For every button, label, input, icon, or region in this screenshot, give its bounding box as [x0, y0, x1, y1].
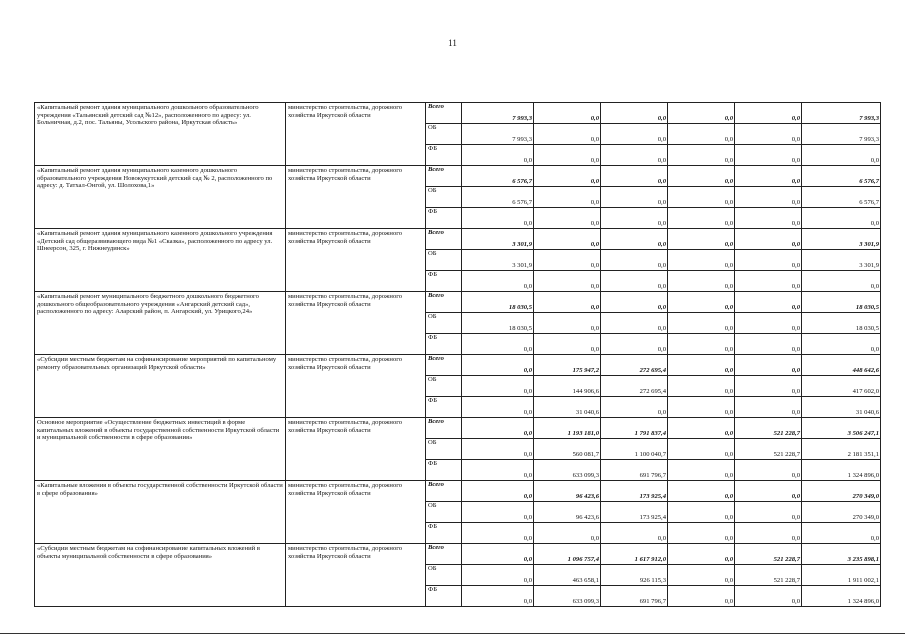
- total-amount-cell: 31 040,6: [802, 397, 881, 418]
- amount-cell: 0,0: [534, 334, 601, 355]
- executor-cell: министерство строительства, дорожного хозяйства Иркутской области: [286, 481, 426, 544]
- activity-name-cell: Основное мероприятие «Осуществление бюджетных инвестиций в форме капитальных вложений в объекты государственной собственности Иркутской области и муниципальной собственности в сфере образования»: [35, 418, 286, 481]
- amount-cell: 6 576,7: [462, 166, 534, 187]
- table-row-total: [35, 418, 881, 439]
- page-number: 11: [448, 38, 457, 48]
- amount-cell: 0,0: [668, 166, 735, 187]
- amount-cell: 521 228,7: [735, 544, 802, 565]
- amount-cell: 0,0: [735, 355, 802, 376]
- executor-cell: министерство строительства, дорожного хозяйства Иркутской области: [286, 292, 426, 355]
- total-amount-cell: 417 602,0: [802, 376, 881, 397]
- amount-cell: 0,0: [462, 334, 534, 355]
- amount-cell: 0,0: [601, 103, 668, 124]
- funding-source-cell: ОБ: [426, 502, 462, 523]
- amount-cell: 0,0: [534, 292, 601, 313]
- amount-cell: 18 030,5: [462, 313, 534, 334]
- amount-cell: 7 993,3: [462, 103, 534, 124]
- amount-cell: 0,0: [735, 103, 802, 124]
- amount-cell: 0,0: [668, 523, 735, 544]
- executor-cell: министерство строительства, дорожного хозяйства Иркутской области: [286, 166, 426, 229]
- amount-cell: 0,0: [668, 544, 735, 565]
- amount-cell: 0,0: [735, 145, 802, 166]
- funding-source-cell: Всего: [426, 544, 462, 565]
- amount-cell: 1 100 040,7: [601, 439, 668, 460]
- amount-cell: 0,0: [735, 523, 802, 544]
- total-amount-cell: 270 349,0: [802, 481, 881, 502]
- amount-cell: 0,0: [601, 166, 668, 187]
- amount-cell: 173 925,4: [601, 502, 668, 523]
- amount-cell: 0,0: [735, 334, 802, 355]
- amount-cell: 0,0: [534, 250, 601, 271]
- total-amount-cell: 6 576,7: [802, 166, 881, 187]
- amount-cell: 6 576,7: [462, 187, 534, 208]
- amount-cell: 0,0: [668, 145, 735, 166]
- amount-cell: 0,0: [735, 397, 802, 418]
- amount-cell: 3 301,9: [462, 250, 534, 271]
- amount-cell: 0,0: [462, 565, 534, 586]
- total-amount-cell: 7 993,3: [802, 103, 881, 124]
- amount-cell: 0,0: [601, 250, 668, 271]
- table-row-total: [35, 481, 881, 502]
- amount-cell: 0,0: [534, 208, 601, 229]
- amount-cell: 173 925,4: [601, 481, 668, 502]
- amount-cell: 0,0: [735, 376, 802, 397]
- table-row-total: [35, 166, 881, 187]
- program-funding-table: [34, 102, 881, 607]
- amount-cell: 0,0: [534, 124, 601, 145]
- amount-cell: 0,0: [534, 271, 601, 292]
- amount-cell: 0,0: [462, 355, 534, 376]
- amount-cell: 18 030,5: [462, 292, 534, 313]
- funding-source-cell: Всего: [426, 229, 462, 250]
- amount-cell: 0,0: [601, 271, 668, 292]
- total-amount-cell: 0,0: [802, 523, 881, 544]
- total-amount-cell: 6 576,7: [802, 187, 881, 208]
- table-row-total: [35, 544, 881, 565]
- amount-cell: 0,0: [534, 229, 601, 250]
- funding-source-cell: ФБ: [426, 271, 462, 292]
- amount-cell: 0,0: [735, 124, 802, 145]
- amount-cell: 0,0: [668, 292, 735, 313]
- amount-cell: 144 906,6: [534, 376, 601, 397]
- amount-cell: 0,0: [668, 481, 735, 502]
- funding-source-cell: Всего: [426, 166, 462, 187]
- funding-source-cell: ОБ: [426, 439, 462, 460]
- funding-source-cell: ФБ: [426, 397, 462, 418]
- amount-cell: 0,0: [601, 523, 668, 544]
- amount-cell: 0,0: [735, 187, 802, 208]
- funding-source-cell: Всего: [426, 418, 462, 439]
- amount-cell: 0,0: [462, 502, 534, 523]
- table-row-total: [35, 229, 881, 250]
- executor-cell: министерство строительства, дорожного хозяйства Иркутской области: [286, 544, 426, 607]
- amount-cell: 0,0: [534, 103, 601, 124]
- bottom-rule: [0, 633, 905, 634]
- executor-cell: министерство строительства, дорожного хозяйства Иркутской области: [286, 103, 426, 166]
- amount-cell: 0,0: [462, 523, 534, 544]
- amount-cell: 7 993,3: [462, 124, 534, 145]
- amount-cell: 0,0: [735, 250, 802, 271]
- amount-cell: 691 796,7: [601, 586, 668, 607]
- amount-cell: 272 695,4: [601, 355, 668, 376]
- amount-cell: 0,0: [668, 124, 735, 145]
- total-amount-cell: 0,0: [802, 334, 881, 355]
- activity-name-cell: «Капитальный ремонт здания муниципального казенного дошкольного образовательного учреждения Новокукутский детский сад № 2, расположенного по адресу: д. Татхал-Онгой, ул. Шолохова,1»: [35, 166, 286, 229]
- amount-cell: 96 423,6: [534, 481, 601, 502]
- funding-source-cell: ФБ: [426, 586, 462, 607]
- amount-cell: 0,0: [601, 313, 668, 334]
- amount-cell: 0,0: [735, 271, 802, 292]
- amount-cell: 0,0: [601, 124, 668, 145]
- amount-cell: 0,0: [601, 187, 668, 208]
- table-body: [35, 103, 881, 607]
- funding-source-cell: Всего: [426, 481, 462, 502]
- amount-cell: 0,0: [601, 292, 668, 313]
- amount-cell: 1 096 757,4: [534, 544, 601, 565]
- amount-cell: 0,0: [668, 418, 735, 439]
- activity-name-cell: «Капитальный ремонт здания муниципального дошкольного образовательного учреждения «Тальянский детский сад №12», расположенного по адресу: ул. Больничная, д.2, пос. Тальяны, Усольского района, Иркутская область»: [35, 103, 286, 166]
- total-amount-cell: 448 642,6: [802, 355, 881, 376]
- total-amount-cell: 2 181 351,1: [802, 439, 881, 460]
- table-row-total: [35, 103, 881, 124]
- amount-cell: 0,0: [601, 397, 668, 418]
- total-amount-cell: 0,0: [802, 271, 881, 292]
- amount-cell: 0,0: [668, 439, 735, 460]
- amount-cell: 3 301,9: [462, 229, 534, 250]
- total-amount-cell: 18 030,5: [802, 313, 881, 334]
- funding-source-cell: ОБ: [426, 250, 462, 271]
- total-amount-cell: 1 911 002,1: [802, 565, 881, 586]
- executor-cell: министерство строительства, дорожного хозяйства Иркутской области: [286, 355, 426, 418]
- amount-cell: 0,0: [668, 208, 735, 229]
- activity-name-cell: «Капитальные вложения в объекты государственной собственности Иркутской области в сфере образования»: [35, 481, 286, 544]
- amount-cell: 0,0: [668, 313, 735, 334]
- total-amount-cell: 0,0: [802, 208, 881, 229]
- amount-cell: 0,0: [462, 208, 534, 229]
- amount-cell: 31 040,6: [534, 397, 601, 418]
- amount-cell: 0,0: [668, 187, 735, 208]
- amount-cell: 0,0: [668, 250, 735, 271]
- funding-source-cell: ФБ: [426, 334, 462, 355]
- amount-cell: 521 228,7: [735, 418, 802, 439]
- amount-cell: 0,0: [462, 544, 534, 565]
- amount-cell: 0,0: [735, 166, 802, 187]
- amount-cell: 0,0: [462, 418, 534, 439]
- amount-cell: 521 228,7: [735, 439, 802, 460]
- funding-source-cell: ОБ: [426, 124, 462, 145]
- amount-cell: 463 658,1: [534, 565, 601, 586]
- total-amount-cell: 270 349,0: [802, 502, 881, 523]
- amount-cell: 0,0: [668, 229, 735, 250]
- amount-cell: 0,0: [534, 166, 601, 187]
- amount-cell: 1 617 912,0: [601, 544, 668, 565]
- total-amount-cell: 7 993,3: [802, 124, 881, 145]
- amount-cell: 1 791 837,4: [601, 418, 668, 439]
- amount-cell: 0,0: [735, 502, 802, 523]
- total-amount-cell: 3 301,9: [802, 229, 881, 250]
- funding-source-cell: ОБ: [426, 187, 462, 208]
- amount-cell: 0,0: [668, 376, 735, 397]
- funding-source-cell: ОБ: [426, 376, 462, 397]
- funding-source-cell: ФБ: [426, 460, 462, 481]
- amount-cell: 691 796,7: [601, 460, 668, 481]
- amount-cell: 0,0: [462, 460, 534, 481]
- executor-cell: министерство строительства, дорожного хозяйства Иркутской области: [286, 229, 426, 292]
- amount-cell: 175 947,2: [534, 355, 601, 376]
- amount-cell: 560 081,7: [534, 439, 601, 460]
- amount-cell: 0,0: [668, 103, 735, 124]
- amount-cell: 0,0: [462, 376, 534, 397]
- amount-cell: 0,0: [534, 313, 601, 334]
- activity-name-cell: «Капитальный ремонт муниципального бюджетного дошкольного бюджетного дошкольного общеобразовательного учреждения «Ангарский детский сад», расположенного по адресу: Аларский район, п. Ангарский, ул. Урицкого,24»: [35, 292, 286, 355]
- amount-cell: 0,0: [735, 313, 802, 334]
- amount-cell: 96 423,6: [534, 502, 601, 523]
- amount-cell: 0,0: [668, 460, 735, 481]
- total-amount-cell: 3 506 247,1: [802, 418, 881, 439]
- amount-cell: 0,0: [601, 145, 668, 166]
- funding-source-cell: ФБ: [426, 145, 462, 166]
- total-amount-cell: 1 324 896,0: [802, 460, 881, 481]
- amount-cell: 0,0: [668, 502, 735, 523]
- funding-source-cell: Всего: [426, 355, 462, 376]
- amount-cell: 521 228,7: [735, 565, 802, 586]
- amount-cell: 0,0: [534, 523, 601, 544]
- amount-cell: 0,0: [534, 145, 601, 166]
- amount-cell: 0,0: [735, 229, 802, 250]
- amount-cell: 633 099,3: [534, 460, 601, 481]
- total-amount-cell: 0,0: [802, 145, 881, 166]
- amount-cell: 0,0: [534, 187, 601, 208]
- amount-cell: 0,0: [735, 208, 802, 229]
- amount-cell: 0,0: [601, 208, 668, 229]
- amount-cell: 0,0: [735, 460, 802, 481]
- amount-cell: 0,0: [735, 292, 802, 313]
- amount-cell: 0,0: [668, 397, 735, 418]
- total-amount-cell: 18 030,5: [802, 292, 881, 313]
- amount-cell: 0,0: [601, 334, 668, 355]
- funding-source-cell: ФБ: [426, 208, 462, 229]
- total-amount-cell: 1 324 896,0: [802, 586, 881, 607]
- funding-source-cell: ФБ: [426, 523, 462, 544]
- amount-cell: 0,0: [462, 397, 534, 418]
- amount-cell: 0,0: [668, 586, 735, 607]
- funding-source-cell: ОБ: [426, 565, 462, 586]
- executor-cell: министерство строительства, дорожного хозяйства Иркутской области: [286, 418, 426, 481]
- amount-cell: 926 115,3: [601, 565, 668, 586]
- amount-cell: 272 695,4: [601, 376, 668, 397]
- amount-cell: 0,0: [462, 481, 534, 502]
- amount-cell: 0,0: [668, 271, 735, 292]
- funding-source-cell: Всего: [426, 103, 462, 124]
- funding-source-cell: Всего: [426, 292, 462, 313]
- amount-cell: 0,0: [462, 271, 534, 292]
- funding-source-cell: ОБ: [426, 313, 462, 334]
- amount-cell: 633 099,3: [534, 586, 601, 607]
- total-amount-cell: 3 235 898,1: [802, 544, 881, 565]
- amount-cell: 0,0: [462, 439, 534, 460]
- table-row-total: [35, 292, 881, 313]
- amount-cell: 0,0: [462, 586, 534, 607]
- activity-name-cell: «Субсидии местным бюджетам на софинансирование капитальных вложений в объекты муниципальной собственности в сфере образования»: [35, 544, 286, 607]
- amount-cell: 0,0: [668, 565, 735, 586]
- activity-name-cell: «Субсидии местным бюджетам на софинансирование мероприятий по капитальному ремонту образовательных организаций Иркутской области»: [35, 355, 286, 418]
- amount-cell: 1 193 181,0: [534, 418, 601, 439]
- amount-cell: 0,0: [601, 229, 668, 250]
- amount-cell: 0,0: [462, 145, 534, 166]
- amount-cell: 0,0: [668, 334, 735, 355]
- amount-cell: 0,0: [668, 355, 735, 376]
- activity-name-cell: «Капитальный ремонт здания муниципального казенного дошкольного учреждения «Детский сад общеразвивающего вида №1 «Сказка», расположенного по адресу ул. Шнеерсон, 325, г. Нижнеудинск»: [35, 229, 286, 292]
- amount-cell: 0,0: [735, 586, 802, 607]
- table-row-total: [35, 355, 881, 376]
- total-amount-cell: 3 301,9: [802, 250, 881, 271]
- amount-cell: 0,0: [735, 481, 802, 502]
